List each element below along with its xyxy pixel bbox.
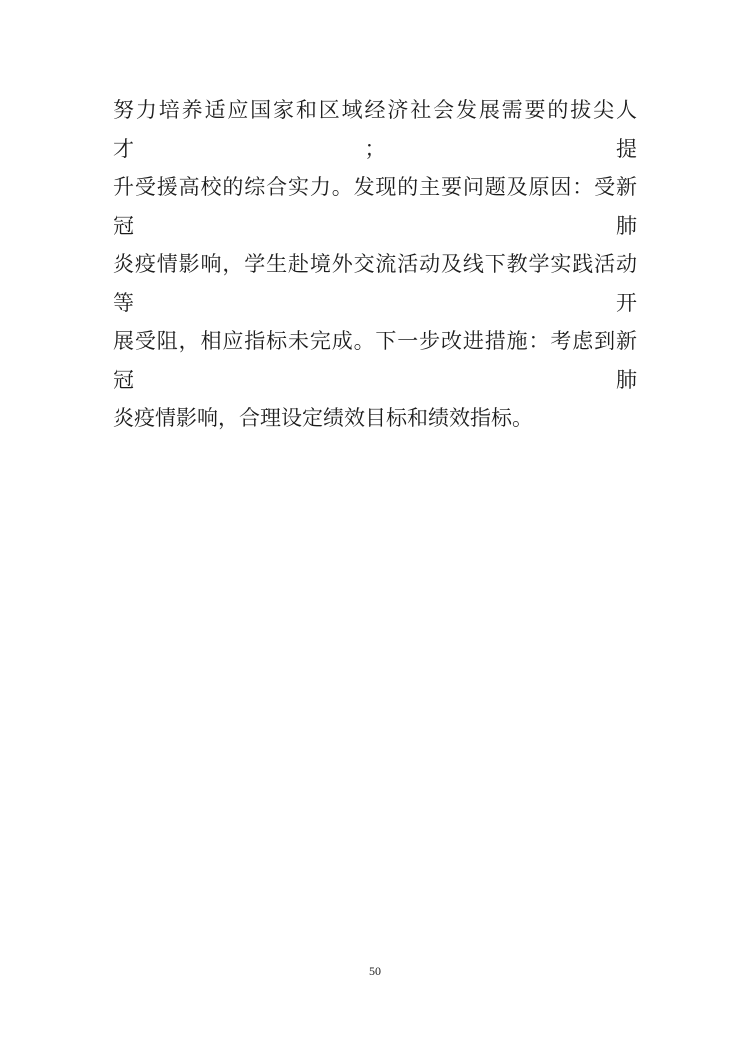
- paragraph-line: 升受援高校的综合实力。发现的主要问题及原因：受新冠肺: [113, 175, 637, 238]
- page-footer: [0, 962, 750, 980]
- page-number: 50: [369, 964, 381, 978]
- paragraph-line: 炎疫情影响，合理设定绩效目标和绩效指标。: [113, 406, 533, 430]
- body-paragraph: [113, 91, 637, 438]
- paragraph-line: 展受阻，相应指标未完成。下一步改进措施：考虑到新冠肺: [113, 329, 637, 392]
- paragraph-line: 炎疫情影响，学生赴境外交流活动及线下教学实践活动等开: [113, 252, 637, 315]
- paragraph-line: 努力培养适应国家和区域经济社会发展需要的拔尖人才；提: [113, 98, 637, 161]
